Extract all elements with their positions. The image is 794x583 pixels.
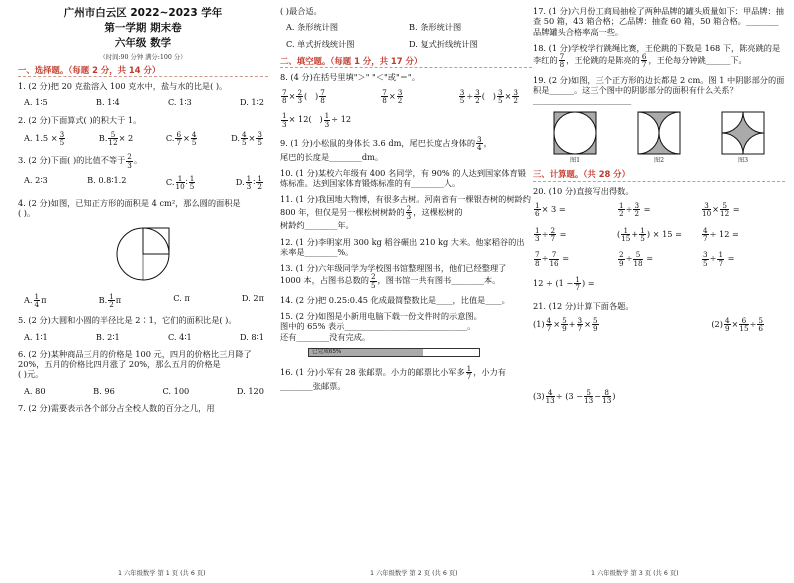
q21-text: 21. (12 分)计算下面各题。 [533, 300, 634, 311]
q2-option-c[interactable]: C. $\frac{6}{7}$ × $\frac{4}{5}$ [165, 129, 197, 148]
q20-text: 20. (10 分)直接写出得数。 [533, 185, 634, 196]
q7-option-d[interactable]: D. 复式折线统计图 [409, 38, 478, 49]
q5-text: 5. (2 分)大圆和小圆的半径比是 2∶1，它们的面积比是( )。 [18, 315, 237, 326]
q6-option-a[interactable]: A. 80 [24, 385, 46, 396]
q6-options [18, 386, 268, 396]
circle-quarter-square-icon [113, 224, 173, 284]
q2-option-d[interactable]: D. $\frac{4}{5}$ × $\frac{3}{5}$ [231, 129, 262, 148]
q1-option-b[interactable]: B. 1∶4 [95, 97, 120, 108]
q8-item-1[interactable]: $\frac{7}{8}$ × $\frac{2}{3}$ ( ) $\frac{7}{8}$ [282, 87, 325, 105]
q4-figure [18, 224, 268, 286]
q20-item-10[interactable]: 12 ÷ (1 − $\frac{1}{7}$ ) = [533, 275, 595, 293]
figure-3: 图3 [712, 111, 774, 165]
q20-item-1[interactable]: $\frac{1}{6}$ × 3 = [535, 200, 566, 219]
square-with-circle-icon [553, 111, 597, 155]
q7-text: 7. (2 分)需要表示各个部分占全校人数的百分之几，用 [18, 402, 215, 413]
q18-text: 18. (1 分)学校学行跳绳比赛，王伦跳的下数是 168 下，陈亮跳的是 李红的 $\frac{7}{8}$ ，王伦跳的是陈亮的 $\frac{6}{7}$ ，王伦每分钟跳______下。 [533, 42, 781, 70]
q20-item-6[interactable]: $\frac{4}{7}$ ÷ 12 = [703, 225, 739, 243]
q5-option-c[interactable]: C. 4∶1 [167, 331, 192, 342]
q4-option-d[interactable]: D. 2π [241, 292, 264, 303]
q15-text: 15. (2 分)如图是小新用电脑下载一份文件时的示意图。 图中的 65% 表示______________________________。 还有________没有完成。 [280, 311, 482, 342]
q14-text: 14. (2 分)把 0.25:0.45 化成最简整数比是____，比值是____。 [280, 294, 510, 305]
q21-row-2 [533, 389, 785, 405]
q8-item-3[interactable]: $\frac{3}{5}$ ÷ $\frac{3}{2}$ ( ) $\frac{3}{5}$ × $\frac{3}{2}$ [459, 87, 518, 105]
q6-option-c[interactable]: C. 100 [162, 385, 190, 396]
q1-options [18, 97, 268, 107]
exam-title: 广州市白云区 2022~2023 学年 第一学期 期末卷 六年级 数学 [63, 7, 223, 50]
q8-row-2 [280, 112, 532, 128]
q5-option-d[interactable]: D. 8∶1 [239, 331, 264, 342]
section-choice: 一、选择题。（每题 2 分，共 14 分） [18, 65, 268, 78]
q8-text: 8. (4 分)在括号里填"＞" "＜"或"＝"。 [280, 72, 420, 83]
q20-item-3[interactable]: $\frac{3}{10}$ × $\frac{5}{12}$ = [702, 200, 740, 219]
q20-item-8[interactable]: $\frac{2}{9}$ ÷ $\frac{5}{18}$ = [619, 250, 654, 268]
q4-options [18, 293, 268, 309]
q3-text: 3. (2 分)下面( )的比值不等于 $\frac{2}{3}$ 。 [18, 152, 143, 170]
q13-text: 13. (1 分)六年级同学为学校图书馆整理图书，他们已经整理了 1000 本，占图书总数的 $\frac{2}{5}$ ，图书馆一共有图书________本。 [280, 263, 507, 290]
q5-options [18, 332, 268, 342]
q7-continued: ( )最合适。 [280, 6, 322, 16]
q2-option-b[interactable]: B. $\frac{5}{12}$ × 2 [98, 129, 134, 148]
q19-figures [533, 111, 785, 165]
download-progress-bar [308, 348, 480, 357]
q2-text: 2. (2 分)下面算式( )的积大于 1。 [18, 114, 142, 125]
q5-option-b[interactable]: B. 2∶1 [95, 331, 120, 342]
q20-item-4[interactable]: $\frac{1}{3}$ ÷ $\frac{2}{7}$ = [535, 225, 567, 243]
footer-page-1: 1 六年级数学 第 1 页 (共 6 页) [118, 570, 206, 577]
q20-item-7[interactable]: $\frac{7}{8}$ ÷ $\frac{7}{16}$ = [535, 250, 570, 268]
q6-option-d[interactable]: D. 120 [236, 385, 264, 396]
time-info: （时间:90 分钟 满分:100 分） [99, 53, 187, 61]
q3-option-d[interactable]: D. $\frac{1}{3}$ ∶ $\frac{1}{2}$ [235, 174, 262, 192]
section-calc: 三、计算题。（共 28 分） [533, 169, 785, 182]
q21-expr-1[interactable]: (1) $\frac{4}{7}$ × $\frac{5}{9}$ + $\frac{3}{7}$ × $\frac{5}{9}$ [533, 315, 598, 334]
q9-text: 9. (1 分)小松鼠的身体长 3.6 dm，尾巴长度占身体的 $\frac{3}{4}$ ， 尾巴的长度是________dm。 [280, 134, 492, 162]
q1-option-c[interactable]: C. 1∶3 [167, 97, 192, 108]
q4-option-c[interactable]: C. π [173, 292, 190, 303]
q8-row-1 [280, 89, 532, 105]
q19-text: 19. (2 分)如图，三个正方形的边长都是 2 cm。图 1 中阴影部分的面积是______。这三个图中的阴影部分的面积有什么关系？________________________ [533, 74, 785, 106]
square-with-semicircles-icon [637, 111, 681, 155]
section-fill: 二、填空题。（每题 1 分，共 17 分） [280, 56, 532, 69]
q7-option-c[interactable]: C. 单式折线统计图 [286, 38, 355, 49]
q5-option-a[interactable]: A. 1∶1 [24, 331, 48, 342]
q21-row-1 [533, 317, 785, 333]
q12-text: 12. (1 分)李明家用 300 kg 稻谷碾出 210 kg 大米。他家稻谷的出米率是________%。 [280, 236, 525, 257]
column-1 [18, 6, 268, 419]
figure-1: 图1 [544, 111, 606, 165]
q20-item-5[interactable]: ( $\frac{1}{15}$ + $\frac{1}{5}$ ) × 15 = [617, 225, 682, 243]
q7-option-b[interactable]: B. 条形统计图 [409, 22, 462, 33]
q3-option-b[interactable]: B. 0.8∶1.2 [87, 175, 127, 186]
q6-option-b[interactable]: B. 96 [93, 385, 115, 396]
q8-item-4[interactable]: $\frac{1}{3}$ × 12( ) $\frac{1}{3}$ ÷ 12 [282, 111, 352, 129]
q20-row-2 [533, 227, 785, 243]
q20-item-9[interactable]: $\frac{3}{5}$ ÷ $\frac{1}{7}$ = [703, 250, 735, 268]
q4-option-b[interactable]: B. $\frac{1}{2}$ π [98, 291, 122, 309]
q20-item-2[interactable]: $\frac{1}{2}$ ÷ $\frac{3}{2}$ = [619, 200, 651, 219]
column-3 [533, 6, 785, 412]
q21-expr-2[interactable]: (2) $\frac{4}{9}$ × $\frac{6}{15}$ ÷ $\frac{5}{6}$ [711, 315, 763, 334]
q17-text: 17. (1 分)六月份工商局抽检了两种品牌的罐头质量如下：甲品牌：抽查 50 箱，43 箱合格；乙品牌：抽查 60 箱，50 箱合格。________品牌罐头合格率高一些。 [533, 6, 784, 37]
q4-text: 4. (2 分)如图，已知正方形的面积是 4 cm²，那么圆的面积是 ( )。 [18, 197, 241, 219]
q7-options [280, 22, 532, 49]
q3-option-c[interactable]: C. $\frac{1}{10}$ ∶ $\frac{1}{5}$ [165, 174, 195, 192]
q11-text: 11. (1 分)我国地大物博，有很多古树。河南省有一棵银杏树的树龄约 800 年，但仅是另一棵松树树龄的 $\frac{2}{3}$ ，这棵松树的 树龄约________年。 [280, 194, 531, 231]
q21-expr-3[interactable]: (3) $\frac{4}{13}$ ÷ (3 − $\frac{5}{13}$ − $\frac{8}{13}$ ) [533, 387, 616, 405]
figure-2: 图2 [628, 111, 690, 165]
q16-text: 16. (1 分)小军有 28 张邮票。小力的邮票比小军多 $\frac{1}{7}$ ，小力有 ________张邮票。 [280, 363, 506, 391]
footer-page-2: 1 六年级数学 第 2 页 (共 6 页) [370, 570, 458, 577]
q2-options [18, 131, 268, 147]
q1-option-d[interactable]: D. 1∶2 [239, 97, 264, 108]
q3-options [18, 175, 268, 191]
q1-option-a[interactable]: A. 1∶5 [24, 97, 48, 108]
q6-text: 6. (2 分)某种商品三月的价格是 100 元，四月的价格比三月降了 20%，五月的价格比四月涨了 20%，那么五月的价格是 ( )元。 [18, 348, 252, 380]
q2-option-a[interactable]: A. 1.5 × $\frac{3}{5}$ [24, 129, 65, 148]
q20-row-3 [533, 251, 785, 267]
square-with-corner-arcs-icon [721, 111, 765, 155]
q3-option-a[interactable]: A. 2∶3 [24, 175, 48, 186]
q8-item-2[interactable]: $\frac{7}{8}$ × $\frac{3}{2}$ [382, 87, 403, 105]
q10-text: 10. (1 分)某校六年级有 400 名同学，有 90% 的人达到国家体育锻炼标准。达到国家体育锻炼标准的有________人。 [280, 167, 526, 189]
q4-option-a[interactable]: A. $\frac{1}{4}$ π [24, 291, 47, 309]
q1-text: 1. (2 分)把 20 克盐溶入 100 克水中，盐与水的比是( )。 [18, 81, 228, 92]
footer-page-3: 1 六年级数学 第 3 页 (共 6 页) [591, 570, 679, 577]
q7-option-a[interactable]: A. 条形统计图 [286, 22, 339, 33]
q20-row-1 [533, 202, 785, 218]
q20-row-4 [533, 276, 785, 292]
column-2 [280, 6, 532, 397]
download-progress-fill: 已完成65% [309, 349, 423, 356]
